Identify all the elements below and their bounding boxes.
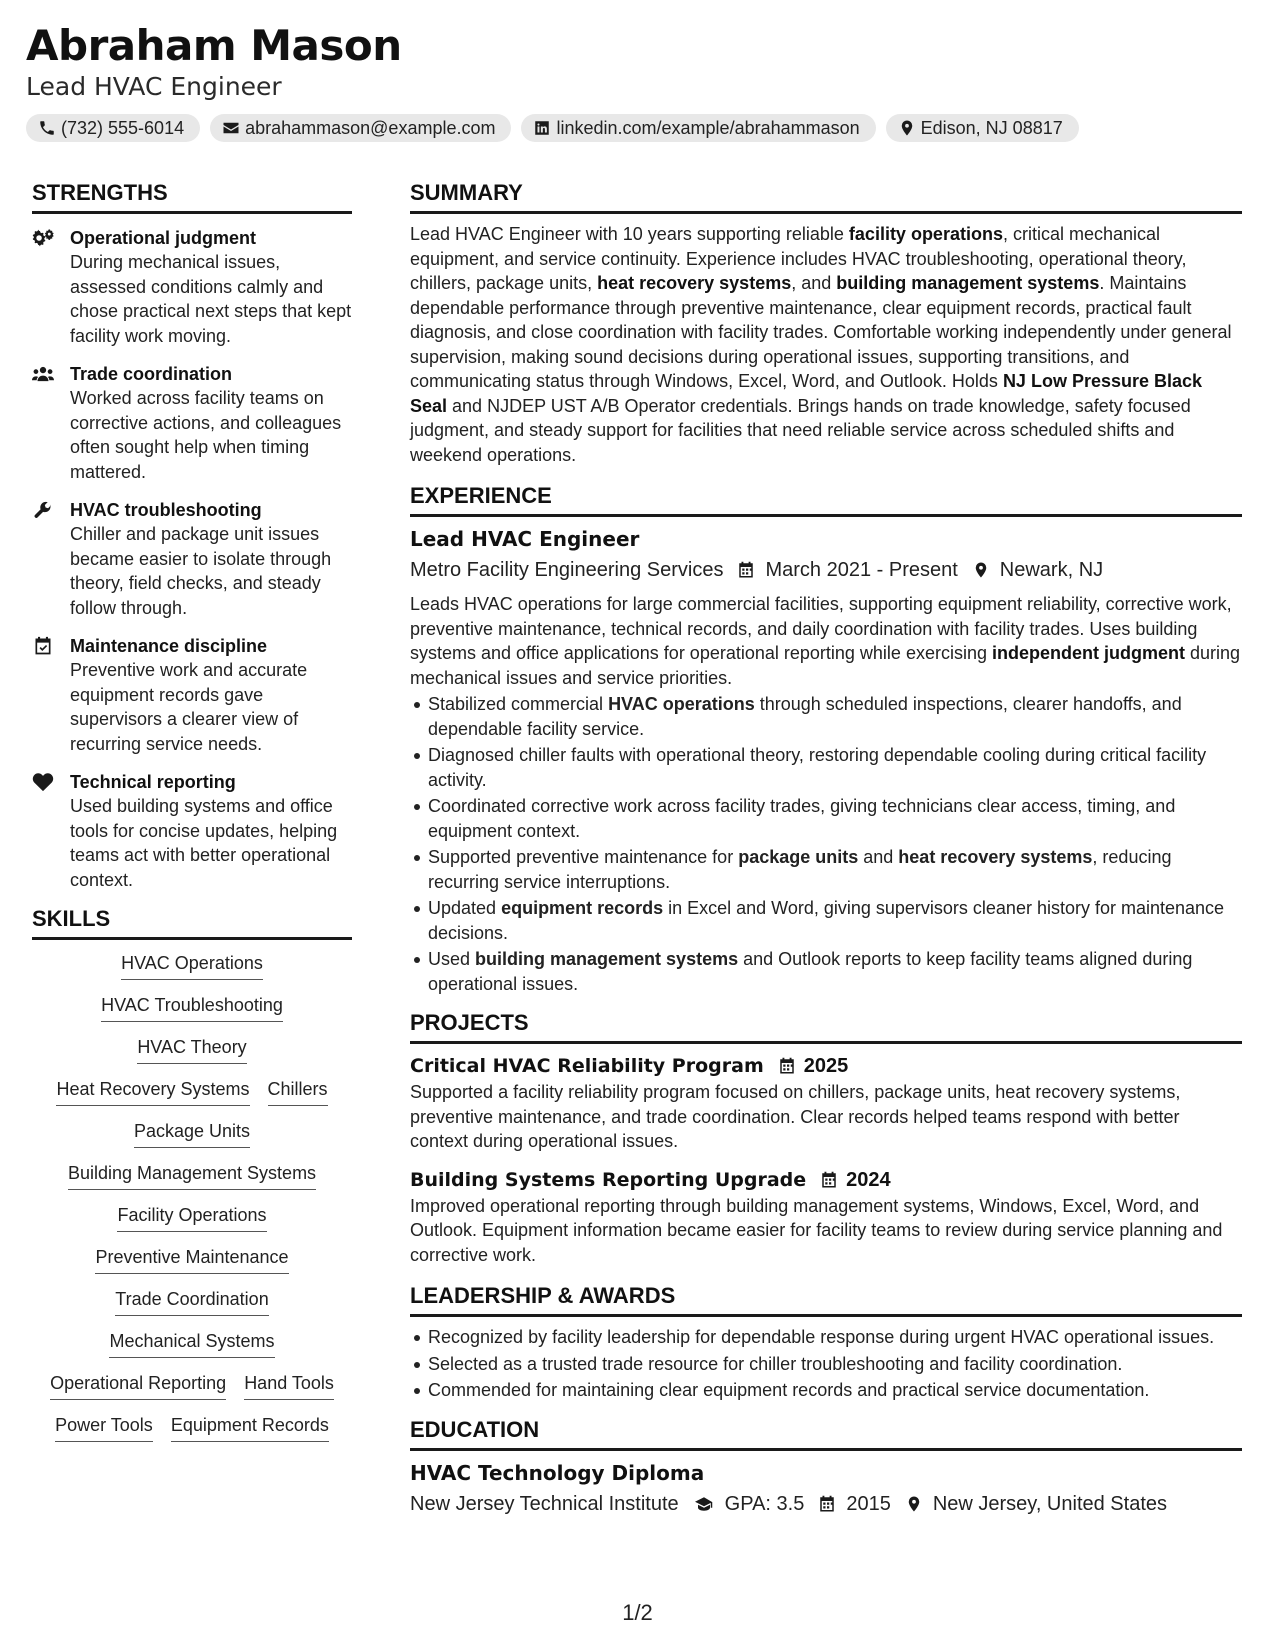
strengths-heading: STRENGTHS — [32, 180, 352, 214]
project-name: Building Systems Reporting Upgrade — [410, 1168, 807, 1191]
list-item: Stabilized commercial HVAC operations through scheduled inspections, clearer handoffs, and dependable facility service. — [410, 692, 1242, 741]
map-pin-icon — [905, 1495, 923, 1513]
skill-chip: HVAC Operations — [121, 952, 263, 980]
project-year: 2025 — [803, 1055, 849, 1077]
skill-chip: Facility Operations — [117, 1204, 266, 1232]
email-text: abrahammason@example.com — [245, 117, 496, 138]
calendar-icon — [818, 1495, 836, 1513]
linkedin-text: linkedin.com/example/abrahammason — [556, 117, 860, 138]
gpa: GPA: 3.5 — [724, 1492, 805, 1515]
strength-description: Preventive work and accurate equipment records gave supervisors a clearer view of recurring service needs. — [70, 660, 308, 754]
company-name: Metro Facility Engineering Services — [410, 559, 724, 581]
graduation-cap-icon — [693, 1495, 715, 1513]
summary-heading: SUMMARY — [410, 180, 1242, 214]
skill-chip: Preventive Maintenance — [95, 1246, 288, 1274]
education-heading: EDUCATION — [410, 1417, 1242, 1451]
job-meta — [410, 556, 1242, 584]
page-number: 1/2 — [622, 1600, 653, 1625]
candidate-name: Abraham Mason — [26, 21, 402, 70]
strength-title: Trade coordination — [70, 364, 233, 384]
leadership-heading: LEADERSHIP & AWARDS — [410, 1283, 1242, 1317]
map-pin-icon — [898, 119, 916, 137]
school-location: New Jersey, United States — [932, 1492, 1167, 1515]
project-name: Critical HVAC Reliability Program — [410, 1055, 764, 1077]
leadership-list — [410, 1325, 1242, 1403]
phone-contact[interactable] — [26, 114, 200, 142]
email-contact[interactable] — [210, 114, 511, 142]
calendar-icon — [737, 561, 755, 579]
strength-title: HVAC troubleshooting — [70, 500, 262, 520]
project-description: Supported a facility reliability program focused on chillers, package units, heat recovery systems, preventive maintenance, and trade coordination. Clear records helped teams respond with better context during operational issues. — [410, 1082, 1181, 1151]
skill-chip: Equipment Records — [171, 1414, 329, 1442]
skills-list — [32, 952, 352, 1442]
skill-chip: Chillers — [268, 1078, 328, 1106]
job-bullets — [410, 692, 1242, 996]
location-text: Edison, NJ 08817 — [920, 117, 1063, 138]
skill-chip: Mechanical Systems — [109, 1330, 274, 1358]
strength-description: Chiller and package unit issues became easier to isolate through theory, field checks, and steady follow through. — [70, 524, 332, 618]
strength-description: Used building systems and office tools for concise updates, helping teams act with better operational context. — [70, 796, 338, 890]
degree-title: HVAC Technology Diploma — [410, 1460, 705, 1485]
list-item: Recognized by facility leadership for dependable response during urgent HVAC operational issues. — [410, 1325, 1242, 1350]
list-item: Used building management systems and Outlook reports to keep facility teams aligned during operational issues. — [410, 947, 1242, 996]
strength-item — [32, 634, 352, 756]
summary-text: Lead HVAC Engineer with 10 years supporting reliable facility operations, critical mechanical equipment, and service continuity. Experience includes HVAC troubleshooting, operational theory, chillers, package units, heat recovery systems, and building management systems. Maintains dependable performance through preventive maintenance, clear equipment records, practical fault diagnosis, and close coordination with facility trades. Comfortable working independently under general supervision, making sound decisions during operational issues, supporting transitions, and communicating status through Windows, Excel, Word, and Outlook. Holds NJ Low Pressure Black Seal and NJDEP UST A/B Operator credentials. Brings hands on trade knowledge, safety focused judgment, and steady support for facilities that need reliable service across scheduled shifts and weekend operations. — [410, 224, 1232, 465]
calendar-icon — [778, 1057, 796, 1075]
skill-chip: HVAC Troubleshooting — [101, 994, 283, 1022]
right-column — [410, 180, 1242, 1518]
heart-icon — [32, 772, 54, 792]
skills-heading: SKILLS — [32, 906, 352, 940]
project-item — [410, 1166, 1242, 1268]
strength-item — [32, 770, 352, 892]
list-item: Commended for maintaining clear equipment records and practical service documentation. — [410, 1378, 1242, 1403]
candidate-role: Lead HVAC Engineer — [26, 72, 282, 101]
resume-header — [26, 20, 1226, 142]
job-title: Lead HVAC Engineer — [410, 527, 640, 551]
calendar-check-icon — [32, 636, 54, 656]
projects-heading: PROJECTS — [410, 1010, 1242, 1044]
list-item: Supported preventive maintenance for package units and heat recovery systems, reducing recurring service interruptions. — [410, 845, 1242, 894]
skill-chip: Building Management Systems — [68, 1162, 316, 1190]
wrench-icon — [32, 500, 54, 520]
strength-description: During mechanical issues, assessed conditions calmly and chose practical next steps that kept facility work moving. — [70, 252, 352, 346]
project-year: 2024 — [846, 1168, 891, 1191]
skill-chip: Power Tools — [55, 1414, 153, 1442]
skill-chip: Package Units — [134, 1120, 250, 1148]
graduation-year: 2015 — [846, 1492, 891, 1515]
users-icon — [32, 364, 54, 384]
contact-bar — [26, 114, 1226, 142]
job-location: Newark, NJ — [999, 559, 1104, 581]
job-dates: March 2021 - Present — [765, 559, 958, 581]
strength-title: Maintenance discipline — [70, 636, 268, 656]
education-meta — [410, 1490, 1242, 1518]
map-pin-icon — [972, 561, 990, 579]
linkedin-contact[interactable] — [521, 114, 875, 142]
gears-icon — [32, 228, 54, 248]
list-item: Selected as a trusted trade resource for chiller troubleshooting and facility coordination. — [410, 1352, 1242, 1377]
phone-icon — [38, 119, 56, 137]
envelope-icon — [222, 119, 240, 137]
strength-item — [32, 362, 352, 484]
project-description: Improved operational reporting through building management systems, Windows, Excel, Word, and Outlook. Equipment information became easier for facility teams to review during service planning and corrective work. — [410, 1195, 1223, 1265]
skill-chip: Operational Reporting — [50, 1372, 226, 1400]
strength-title: Technical reporting — [70, 772, 236, 792]
skill-chip: Heat Recovery Systems — [56, 1078, 249, 1106]
strength-description: Worked across facility teams on corrective actions, and colleagues often sought help when timing mattered. — [70, 388, 342, 482]
experience-heading: EXPERIENCE — [410, 483, 1242, 517]
job-intro: Leads HVAC operations for large commercial facilities, supporting equipment reliability, corrective work, preventive maintenance, technical records, and daily coordination with facility trades. Uses building systems and office applications for operational reporting while exercising independent judgment during mechanical issues and service priorities. — [410, 594, 1241, 688]
skill-chip: Hand Tools — [244, 1372, 334, 1400]
strength-item — [32, 226, 352, 348]
strength-title: Operational judgment — [70, 228, 257, 248]
list-item: Coordinated corrective work across facility trades, giving technicians clear access, timing, and equipment context. — [410, 794, 1242, 843]
list-item: Updated equipment records in Excel and Word, giving supervisors cleaner history for maintenance decisions. — [410, 896, 1242, 945]
calendar-icon — [820, 1171, 838, 1189]
school-name: New Jersey Technical Institute — [410, 1492, 679, 1515]
list-item: Diagnosed chiller faults with operational theory, restoring dependable cooling during critical facility activity. — [410, 743, 1242, 792]
left-column — [32, 180, 352, 1442]
strength-item — [32, 498, 352, 620]
location-contact — [886, 114, 1079, 142]
phone-text: (732) 555-6014 — [61, 117, 185, 138]
project-item — [410, 1052, 1242, 1154]
skill-chip: Trade Coordination — [115, 1288, 268, 1316]
linkedin-icon — [533, 119, 551, 137]
strengths-list — [32, 226, 352, 892]
skill-chip: HVAC Theory — [137, 1036, 246, 1064]
